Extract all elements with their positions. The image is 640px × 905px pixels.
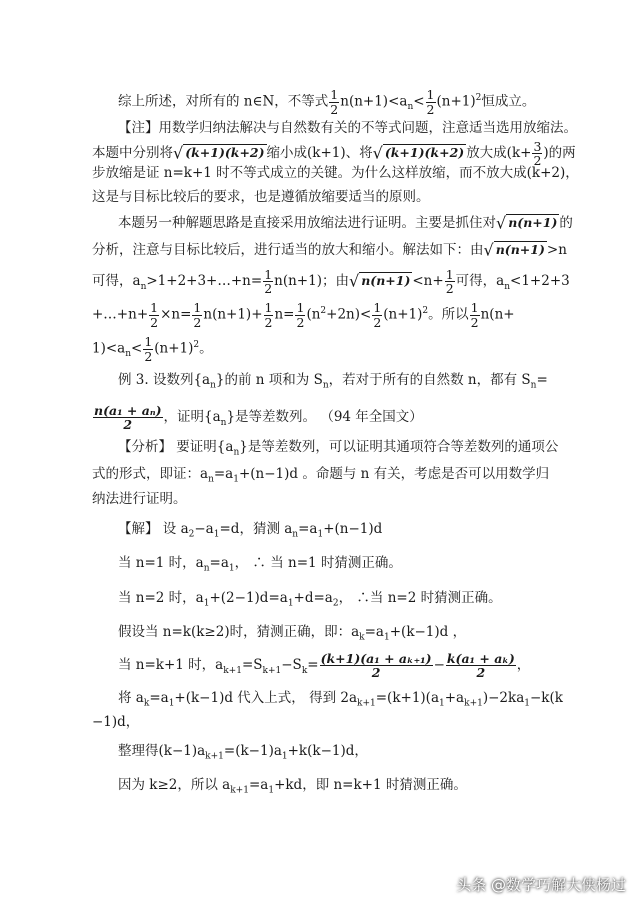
text: 当 n=1 时，a [118, 555, 204, 571]
frac-num: 1 [296, 300, 305, 316]
subscript: 1 [439, 698, 445, 709]
subscript: k+1 [230, 785, 249, 796]
frac-den: 2 [123, 417, 133, 433]
sqrt-arg: (k+1)(k+2) [384, 145, 465, 161]
subscript: 1 [168, 698, 175, 709]
note-line-4 [92, 187, 562, 207]
subscript: 1 [524, 698, 530, 709]
subscript: 2 [332, 598, 339, 609]
final-line [118, 775, 588, 801]
fraction [426, 88, 436, 115]
superscript: 2 [422, 306, 429, 316]
text: n(n+ [480, 306, 515, 323]
text: 假设当 n=k(k≥2)时，猜测正确，即：a [118, 624, 360, 640]
subscript: k [301, 665, 308, 676]
text: − [433, 657, 445, 674]
text: =S [241, 657, 263, 674]
text: 【分析】 要证明{a [118, 439, 234, 455]
text: 这是与目标比较后的要求，也是遵循放缩要适当的原则。 [92, 189, 430, 205]
text: < [413, 93, 425, 110]
frac-num: 1 [330, 87, 339, 103]
text: =(k+1)(a [375, 690, 439, 706]
frac-den: 2 [533, 153, 542, 169]
subscript: k [359, 632, 365, 643]
alt-method-line-2 [92, 240, 567, 261]
text: >1+2+3+…+n= [146, 273, 263, 290]
text: }是等差数列。 （94 年全国文） [226, 409, 423, 426]
text: ×n= [160, 306, 192, 323]
subscript: 1 [287, 598, 294, 609]
fraction [263, 268, 273, 295]
alt-method-line-5 [92, 335, 562, 364]
frac-den: 2 [144, 348, 153, 364]
text: 【注】用数学归纳法解决与自然数有关的不等式问题，注意适当选用放缩法。 [118, 120, 577, 136]
text: 将 a [118, 690, 144, 706]
analysis-line [118, 437, 588, 463]
subscript: n [322, 380, 329, 391]
substitute-line [118, 688, 588, 714]
text: +(n−1)d [323, 521, 383, 537]
subscript: n [504, 281, 511, 292]
text: 【解】 设 a [118, 521, 189, 537]
text: =a [248, 777, 269, 793]
frac-num: 3 [533, 139, 542, 154]
fraction [93, 404, 163, 431]
subscript: 1 [384, 632, 390, 643]
frac-num: 1 [445, 267, 454, 282]
subscript: 1 [268, 785, 275, 796]
subscript: n [208, 474, 214, 485]
case-k1-line [118, 652, 588, 681]
text: }的前 n 项和为 S [215, 372, 323, 388]
frac-den: 2 [193, 314, 202, 330]
sqrt-arg: (k+1)(k+2) [185, 145, 265, 161]
frac-den: 2 [371, 665, 381, 681]
text: 1)<a [92, 340, 126, 357]
text: −k(k [529, 690, 563, 706]
text: <1+2+3 [510, 273, 570, 290]
subscript: n [530, 380, 537, 391]
superscript: 2 [475, 93, 482, 103]
frac-den: 2 [476, 665, 486, 681]
frac-num: k(a₁ + aₖ) [446, 651, 515, 666]
note-line-3 [92, 163, 579, 183]
subscript: 1 [213, 529, 220, 540]
text: 步放缩是证 n=k+1 时不等式成立的关键。为什么这样放缩，而不放大成(k+2)， [92, 165, 579, 181]
text: ，若对于所有的自然数 n，都有 S [328, 372, 531, 388]
substitute-line-2 [92, 712, 562, 732]
frac-num: 1 [373, 300, 382, 316]
frac-num: 1 [144, 334, 153, 350]
sqrt-expr: √ n(n+1) [483, 240, 545, 260]
sqrt-expr: √ (k+1)(k+2) [372, 143, 465, 163]
text: 恒成立。 [481, 93, 536, 110]
text: =(k−1)a [223, 743, 282, 759]
frac-den: 2 [150, 314, 159, 330]
superscript: 2 [193, 340, 200, 350]
frac-den: 2 [296, 314, 305, 330]
text: =a [213, 466, 234, 482]
frac-den: 2 [373, 314, 382, 330]
fraction [372, 301, 382, 328]
subscript: n [407, 102, 414, 113]
text: 整理得(k−1)a [118, 743, 206, 759]
text: 因为 k≥2，所以 a [118, 777, 231, 793]
fraction [149, 301, 159, 328]
alt-method-line [118, 213, 588, 234]
subscript: n [292, 529, 299, 540]
text: )−2ka [482, 690, 525, 706]
frac-den: 2 [330, 101, 339, 117]
text: 例 3. 设数列{a [118, 372, 211, 388]
subscript: k [143, 698, 150, 709]
text: n(n+1)+ [203, 306, 263, 323]
text: =a [209, 555, 229, 571]
text: =a [149, 690, 169, 706]
fraction [192, 301, 202, 328]
sqrt-arg: n(n+1) [361, 273, 411, 289]
text: 当 n=k+1 时，a [118, 657, 224, 674]
text: n(n+1)<a [340, 93, 408, 110]
text: (n+1) [436, 93, 476, 110]
subscript: 1 [317, 529, 324, 540]
fraction [470, 301, 480, 328]
frac-den: 2 [470, 314, 479, 330]
text: 本题另一种解题思路是直接采用放缩法进行证明。主要是抓住对 [118, 215, 496, 231]
fraction [320, 652, 433, 679]
text: +k(k−1)d， [287, 743, 368, 759]
text: 放大成(k+ [466, 145, 532, 162]
text: −1)d， [92, 714, 140, 730]
subscript: k+1 [205, 751, 224, 762]
text: <n+ [412, 273, 444, 290]
text: 纳法进行证明。 [92, 491, 187, 507]
text: = [307, 657, 319, 674]
text: ，证明{a [163, 409, 221, 426]
frac-den: 2 [264, 314, 273, 330]
text: < [131, 340, 143, 357]
subscript: n [210, 380, 216, 391]
sqrt-expr: √ n(n+1) [496, 213, 558, 233]
text: +(k−1)d 代入上式， 得到 2a [174, 690, 358, 706]
solution-line [118, 519, 588, 545]
text: 综上所述，对所有的 n∈N，不等式 [118, 93, 329, 110]
text: +…+n+ [92, 306, 149, 323]
subscript: 1 [281, 751, 288, 762]
superscript: 2 [320, 306, 327, 316]
frac-den: 2 [445, 281, 454, 297]
frac-num: n(a₁ + aₙ) [94, 403, 162, 418]
frac-num: 1 [470, 300, 479, 316]
subscript: 2 [188, 529, 195, 540]
simplify-line [118, 741, 588, 767]
frac-num: (k+1)(a₁ + aₖ₊₁) [320, 651, 432, 666]
fraction [445, 268, 455, 295]
subscript: n [125, 349, 132, 360]
text: )的两 [543, 145, 576, 162]
subscript: n [220, 417, 227, 428]
case-n2-line [118, 588, 588, 614]
text: n= [274, 306, 295, 323]
sqrt-arg: n(n+1) [495, 242, 545, 258]
analysis-line-2 [92, 464, 562, 490]
text: +2n)< [326, 306, 372, 323]
subscript: 1 [233, 474, 239, 485]
text: +(2−1)d=a [209, 590, 288, 606]
sqrt-expr: √ n(n+1) [348, 271, 411, 291]
text: 式的形式，即证：a [92, 466, 209, 482]
sqrt-arg: n(n+1) [508, 215, 558, 231]
fraction [264, 301, 274, 328]
example-3-line-2 [92, 404, 562, 433]
text: 分析，注意与目标比较后，进行适当的放大和缩小。解法如下：由 [92, 242, 484, 258]
text: −S [281, 657, 302, 674]
text: ， [516, 657, 531, 674]
subscript: 1 [203, 598, 210, 609]
text: 缩小成(k+1)、将 [266, 145, 373, 162]
text: ， ∴当 n=2 时猜测正确。 [338, 590, 502, 606]
alt-method-line-4 [92, 301, 562, 329]
text: =a [298, 521, 318, 537]
text: 。 [199, 340, 213, 357]
subscript: k+1 [262, 665, 282, 676]
subscript: 1 [228, 563, 235, 574]
fraction [446, 652, 516, 679]
text: >n [546, 242, 567, 258]
fraction [295, 301, 305, 328]
text: =a [364, 624, 384, 640]
text: (n+1) [383, 306, 423, 323]
text: = [536, 372, 548, 388]
text: n(n+1)；由 [274, 273, 349, 290]
frac-num: 1 [193, 300, 202, 316]
text: +(k−1)d ， [389, 624, 467, 640]
frac-num: 1 [150, 300, 159, 316]
watermark: 头条 @数学巧解大侠杨过 [456, 876, 626, 894]
fraction [329, 88, 339, 115]
frac-den: 2 [264, 281, 273, 297]
frac-num: 1 [426, 87, 435, 103]
subscript: n [233, 447, 240, 458]
text: }是等差数列，可以证明其通项符合等差数列的通项公 [239, 439, 559, 455]
subscript: k+1 [464, 698, 483, 709]
subscript: k+1 [357, 698, 376, 709]
text: +kd，即 n=k+1 时猜测正确。 [274, 777, 467, 793]
text: +a [444, 690, 465, 706]
text: (n [306, 306, 321, 323]
text: 本题中分别将 [92, 145, 173, 162]
sqrt-expr: √ (k+1)(k+2) [173, 143, 265, 163]
subscript: n [140, 281, 147, 292]
text: 。所以 [428, 306, 469, 323]
fraction [143, 335, 153, 362]
frac-num: 1 [264, 267, 273, 282]
note-line [118, 118, 588, 138]
text: +d=a [293, 590, 333, 606]
conclusion-line [118, 88, 588, 117]
text: +(n−1)d 。命题与 n 有关，考虑是否可以用数学归 [238, 466, 550, 482]
example-3-line [118, 370, 588, 396]
text: 当 n=2 时，a [118, 590, 204, 606]
text: =d，猜测 a [219, 521, 293, 537]
text: 可得，a [92, 273, 141, 290]
text: 的 [559, 215, 573, 231]
text: (n+1) [154, 340, 194, 357]
text: −a [194, 521, 214, 537]
case-n1-line [118, 553, 588, 579]
analysis-line-3 [92, 489, 562, 509]
alt-method-line-3 [92, 267, 570, 297]
subscript: k+1 [223, 665, 242, 676]
subscript: n [203, 563, 210, 574]
frac-den: 2 [426, 101, 435, 117]
text: 可得，a [455, 273, 505, 290]
text: ， ∴ 当 n=1 时猜测正确。 [234, 555, 402, 571]
frac-num: 1 [264, 300, 273, 316]
assumption-line [118, 622, 588, 648]
